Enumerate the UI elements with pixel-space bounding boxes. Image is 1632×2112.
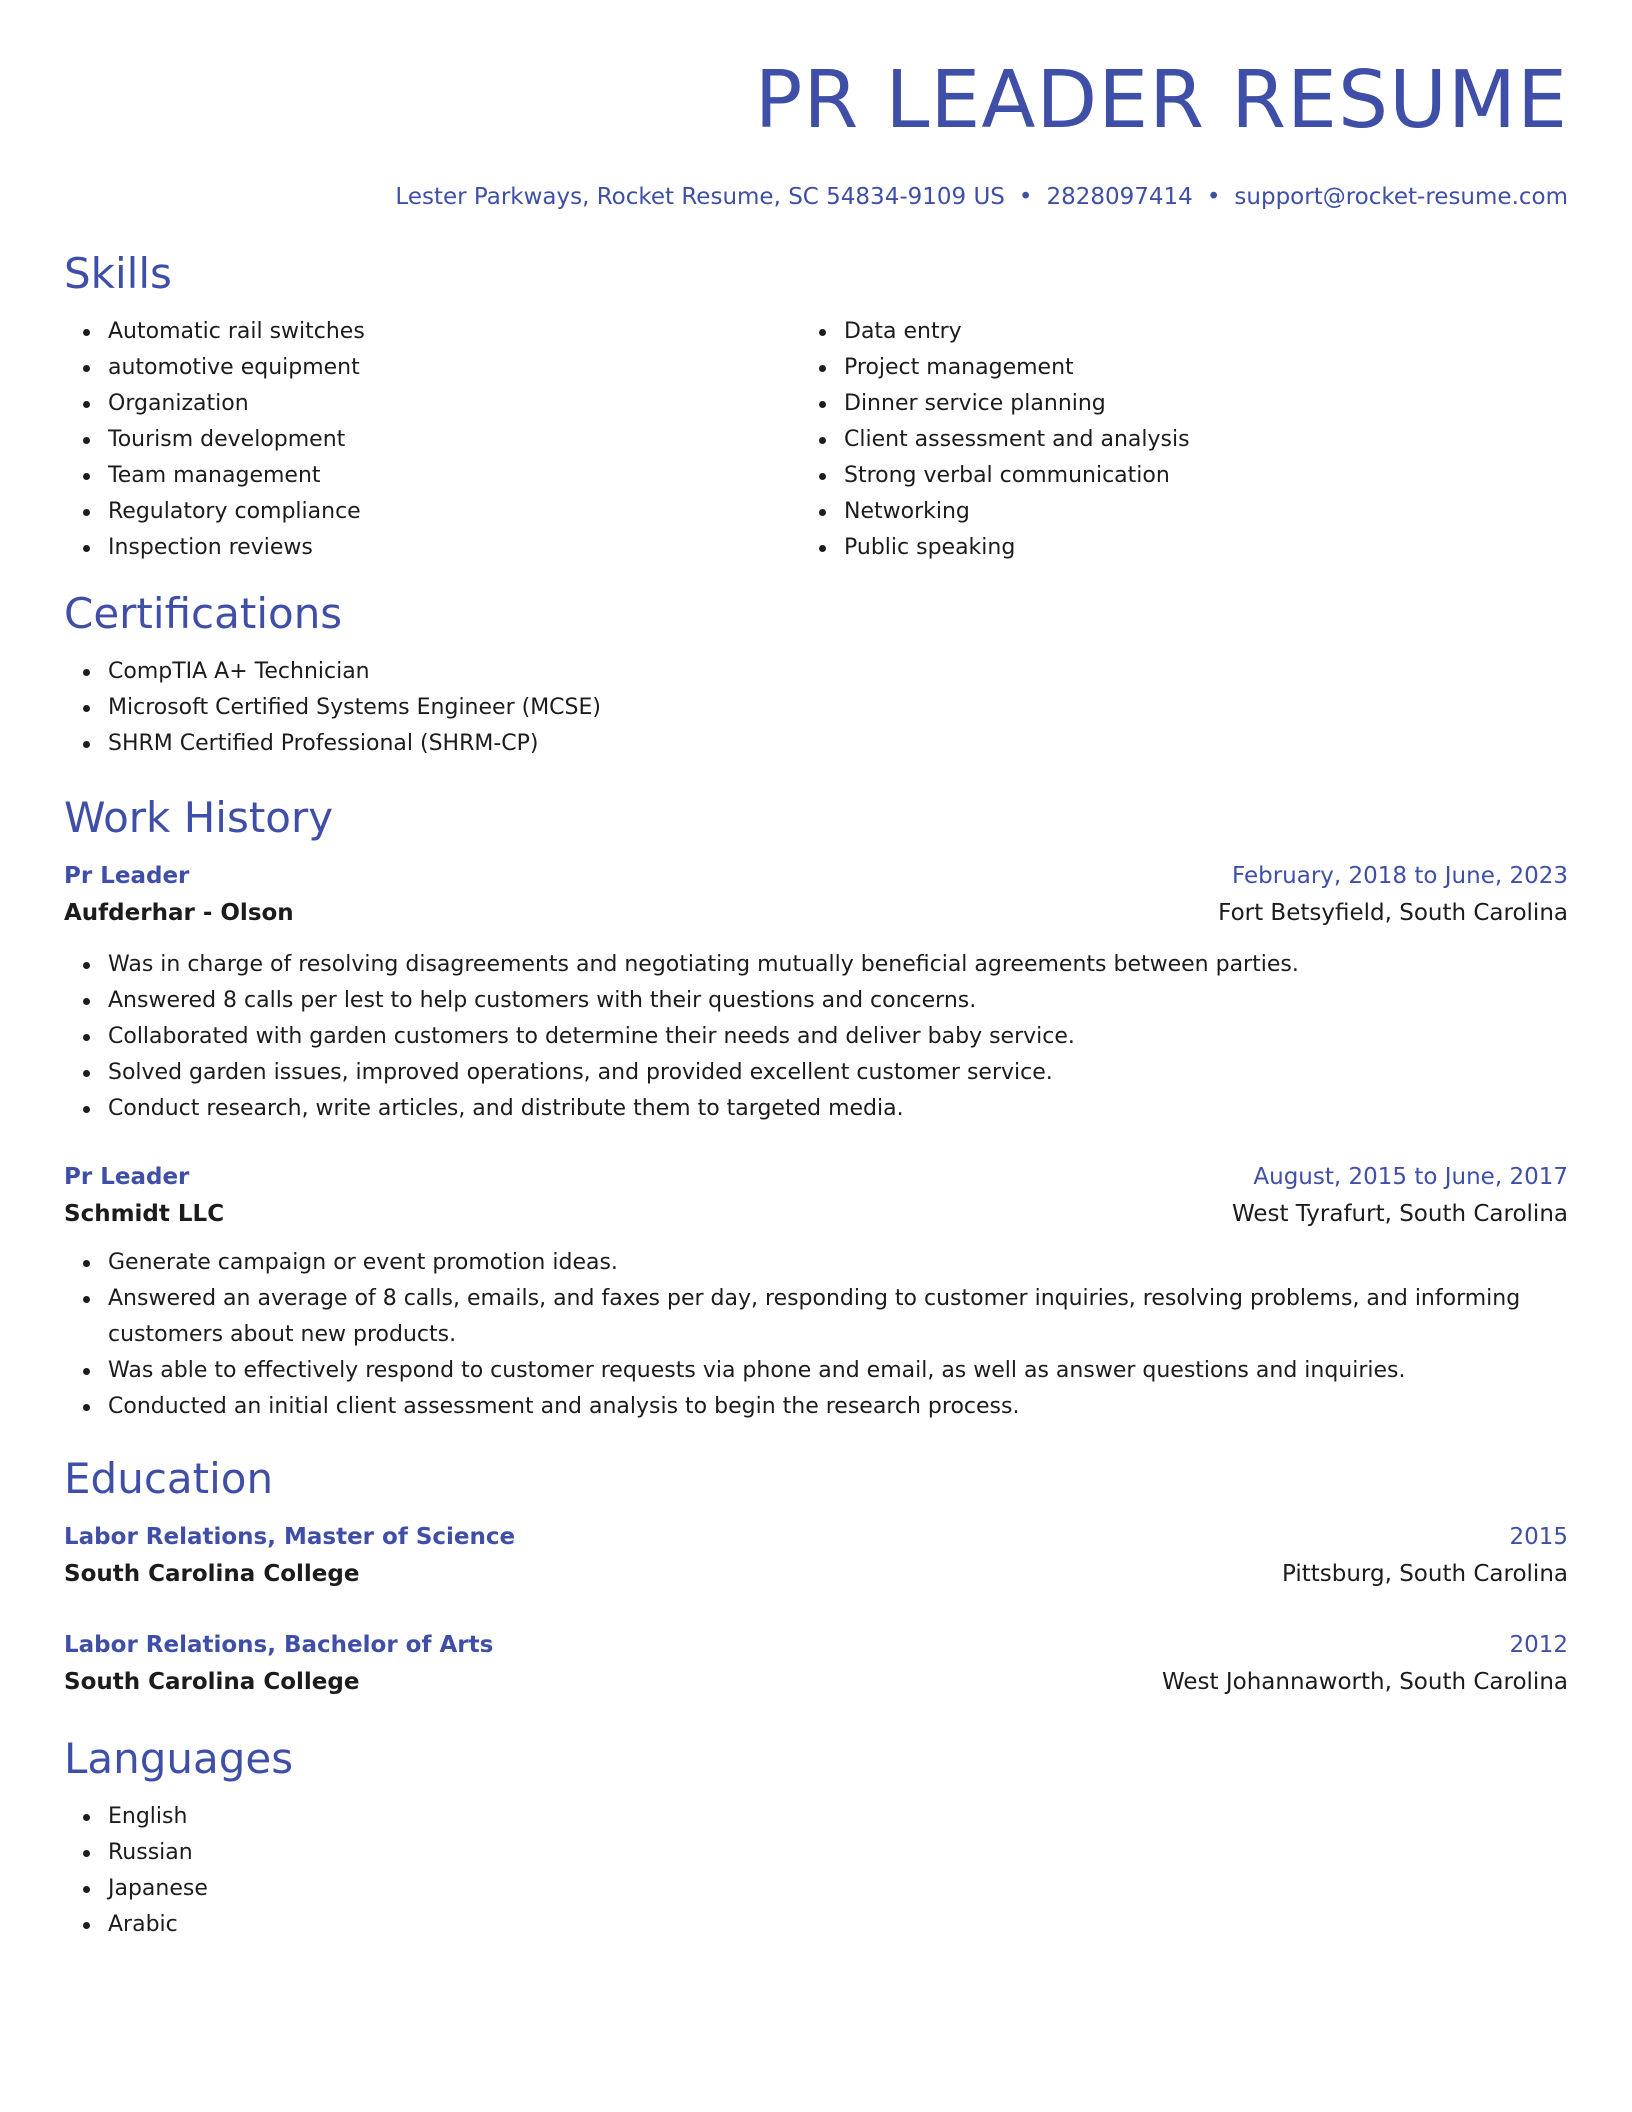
- skill-item: Automatic rail switches: [108, 314, 800, 350]
- skill-item: Networking: [844, 494, 1536, 530]
- job-location: Fort Betsyfield, South Carolina: [1218, 900, 1568, 926]
- language-item: Japanese: [108, 1871, 1568, 1907]
- language-item: Arabic: [108, 1907, 1568, 1943]
- resume-title: PR LEADER RESUME: [754, 54, 1568, 146]
- job-title-row: [64, 1159, 1568, 1195]
- job-company: Schmidt LLC: [64, 1201, 225, 1227]
- job-bullet: Was in charge of resolving disagreements and negotiating mutually beneficial agreements between parties.: [108, 947, 1568, 983]
- skills-heading: Skills: [64, 249, 172, 298]
- skill-item: automotive equipment: [108, 350, 800, 386]
- job-entry: [64, 1159, 1568, 1425]
- job-bullet: Collaborated with garden customers to determine their needs and deliver baby service.: [108, 1019, 1568, 1055]
- education-section: [64, 1453, 1568, 1701]
- job-bullet: Generate campaign or event promotion ideas.: [108, 1245, 1568, 1281]
- skills-column-left: [64, 314, 800, 566]
- job-bullets: [64, 1245, 1568, 1425]
- skills-list-left: [64, 314, 800, 566]
- education-location: Pittsburg, South Carolina: [1281, 1561, 1568, 1587]
- job-dates: August, 2015 to June, 2017: [1253, 1164, 1568, 1190]
- languages-list: [64, 1799, 1568, 1943]
- education-degree: Labor Relations, Bachelor of Arts: [64, 1632, 494, 1658]
- work-history-section: [64, 792, 1568, 1425]
- languages-heading: Languages: [64, 1734, 294, 1783]
- job-bullet: Was able to effectively respond to customer requests via phone and email, as well as answer questions and inquiries.: [108, 1353, 1568, 1389]
- certifications-section: [64, 588, 1568, 762]
- work-history-heading: Work History: [64, 793, 334, 842]
- education-entry: [64, 1627, 1568, 1701]
- contact-address: Lester Parkways, Rocket Resume, SC 54834-9109 US: [395, 184, 1005, 210]
- job-bullets: [64, 947, 1568, 1127]
- certification-item: SHRM Certified Professional (SHRM-CP): [108, 726, 1568, 762]
- education-school-row: [64, 1663, 1568, 1701]
- skill-item: Client assessment and analysis: [844, 422, 1536, 458]
- language-item: Russian: [108, 1835, 1568, 1871]
- job-bullet: Answered 8 calls per lest to help customers with their questions and concerns.: [108, 983, 1568, 1019]
- education-school: South Carolina College: [64, 1561, 360, 1587]
- skills-section: [64, 248, 1568, 566]
- skills-column-right: [800, 314, 1536, 566]
- job-bullet: Answered an average of 8 calls, emails, and faxes per day, responding to customer inquiries, resolving problems, and informing customers about new products.: [108, 1281, 1568, 1353]
- contact-email[interactable]: support@rocket-resume.com: [1234, 184, 1568, 210]
- contact-separator: •: [1018, 184, 1033, 210]
- education-school: South Carolina College: [64, 1669, 360, 1695]
- job-bullet: Conduct research, write articles, and distribute them to targeted media.: [108, 1091, 1568, 1127]
- certification-item: CompTIA A+ Technician: [108, 654, 1568, 690]
- job-role: Pr Leader: [64, 863, 190, 889]
- education-school-row: [64, 1555, 1568, 1593]
- job-org-row: [64, 1195, 1568, 1233]
- skill-item: Organization: [108, 386, 800, 422]
- education-year: 2015: [1509, 1524, 1568, 1550]
- skill-item: Public speaking: [844, 530, 1536, 566]
- skills-grid: [64, 314, 1568, 566]
- languages-section: [64, 1733, 1568, 1943]
- education-year: 2012: [1509, 1632, 1568, 1658]
- skill-item: Dinner service planning: [844, 386, 1536, 422]
- education-entry: [64, 1519, 1568, 1593]
- job-company: Aufderhar - Olson: [64, 900, 294, 926]
- job-role: Pr Leader: [64, 1164, 190, 1190]
- job-entry: [64, 858, 1568, 1127]
- job-bullet: Solved garden issues, improved operations, and provided excellent customer service.: [108, 1055, 1568, 1091]
- job-location: West Tyrafurt, South Carolina: [1231, 1201, 1568, 1227]
- skill-item: Strong verbal communication: [844, 458, 1536, 494]
- contact-line: [64, 182, 1568, 212]
- certifications-list: [64, 654, 1568, 762]
- skill-item: Project management: [844, 350, 1536, 386]
- education-heading: Education: [64, 1454, 274, 1503]
- job-title-row: [64, 858, 1568, 894]
- contact-phone[interactable]: 2828097414: [1046, 184, 1193, 210]
- education-title-row: [64, 1627, 1568, 1663]
- skill-item: Data entry: [844, 314, 1536, 350]
- certification-item: Microsoft Certified Systems Engineer (MCSE): [108, 690, 1568, 726]
- skill-item: Team management: [108, 458, 800, 494]
- skills-list-right: [800, 314, 1536, 566]
- language-item: English: [108, 1799, 1568, 1835]
- education-title-row: [64, 1519, 1568, 1555]
- contact-separator: •: [1206, 184, 1221, 210]
- skill-item: Tourism development: [108, 422, 800, 458]
- job-bullet: Conducted an initial client assessment and analysis to begin the research process.: [108, 1389, 1568, 1425]
- skill-item: Inspection reviews: [108, 530, 800, 566]
- job-org-row: [64, 894, 1568, 932]
- education-location: West Johannaworth, South Carolina: [1162, 1669, 1568, 1695]
- certifications-heading: Certifications: [64, 589, 343, 638]
- skill-item: Regulatory compliance: [108, 494, 800, 530]
- job-dates: February, 2018 to June, 2023: [1231, 863, 1568, 889]
- education-degree: Labor Relations, Master of Science: [64, 1524, 516, 1550]
